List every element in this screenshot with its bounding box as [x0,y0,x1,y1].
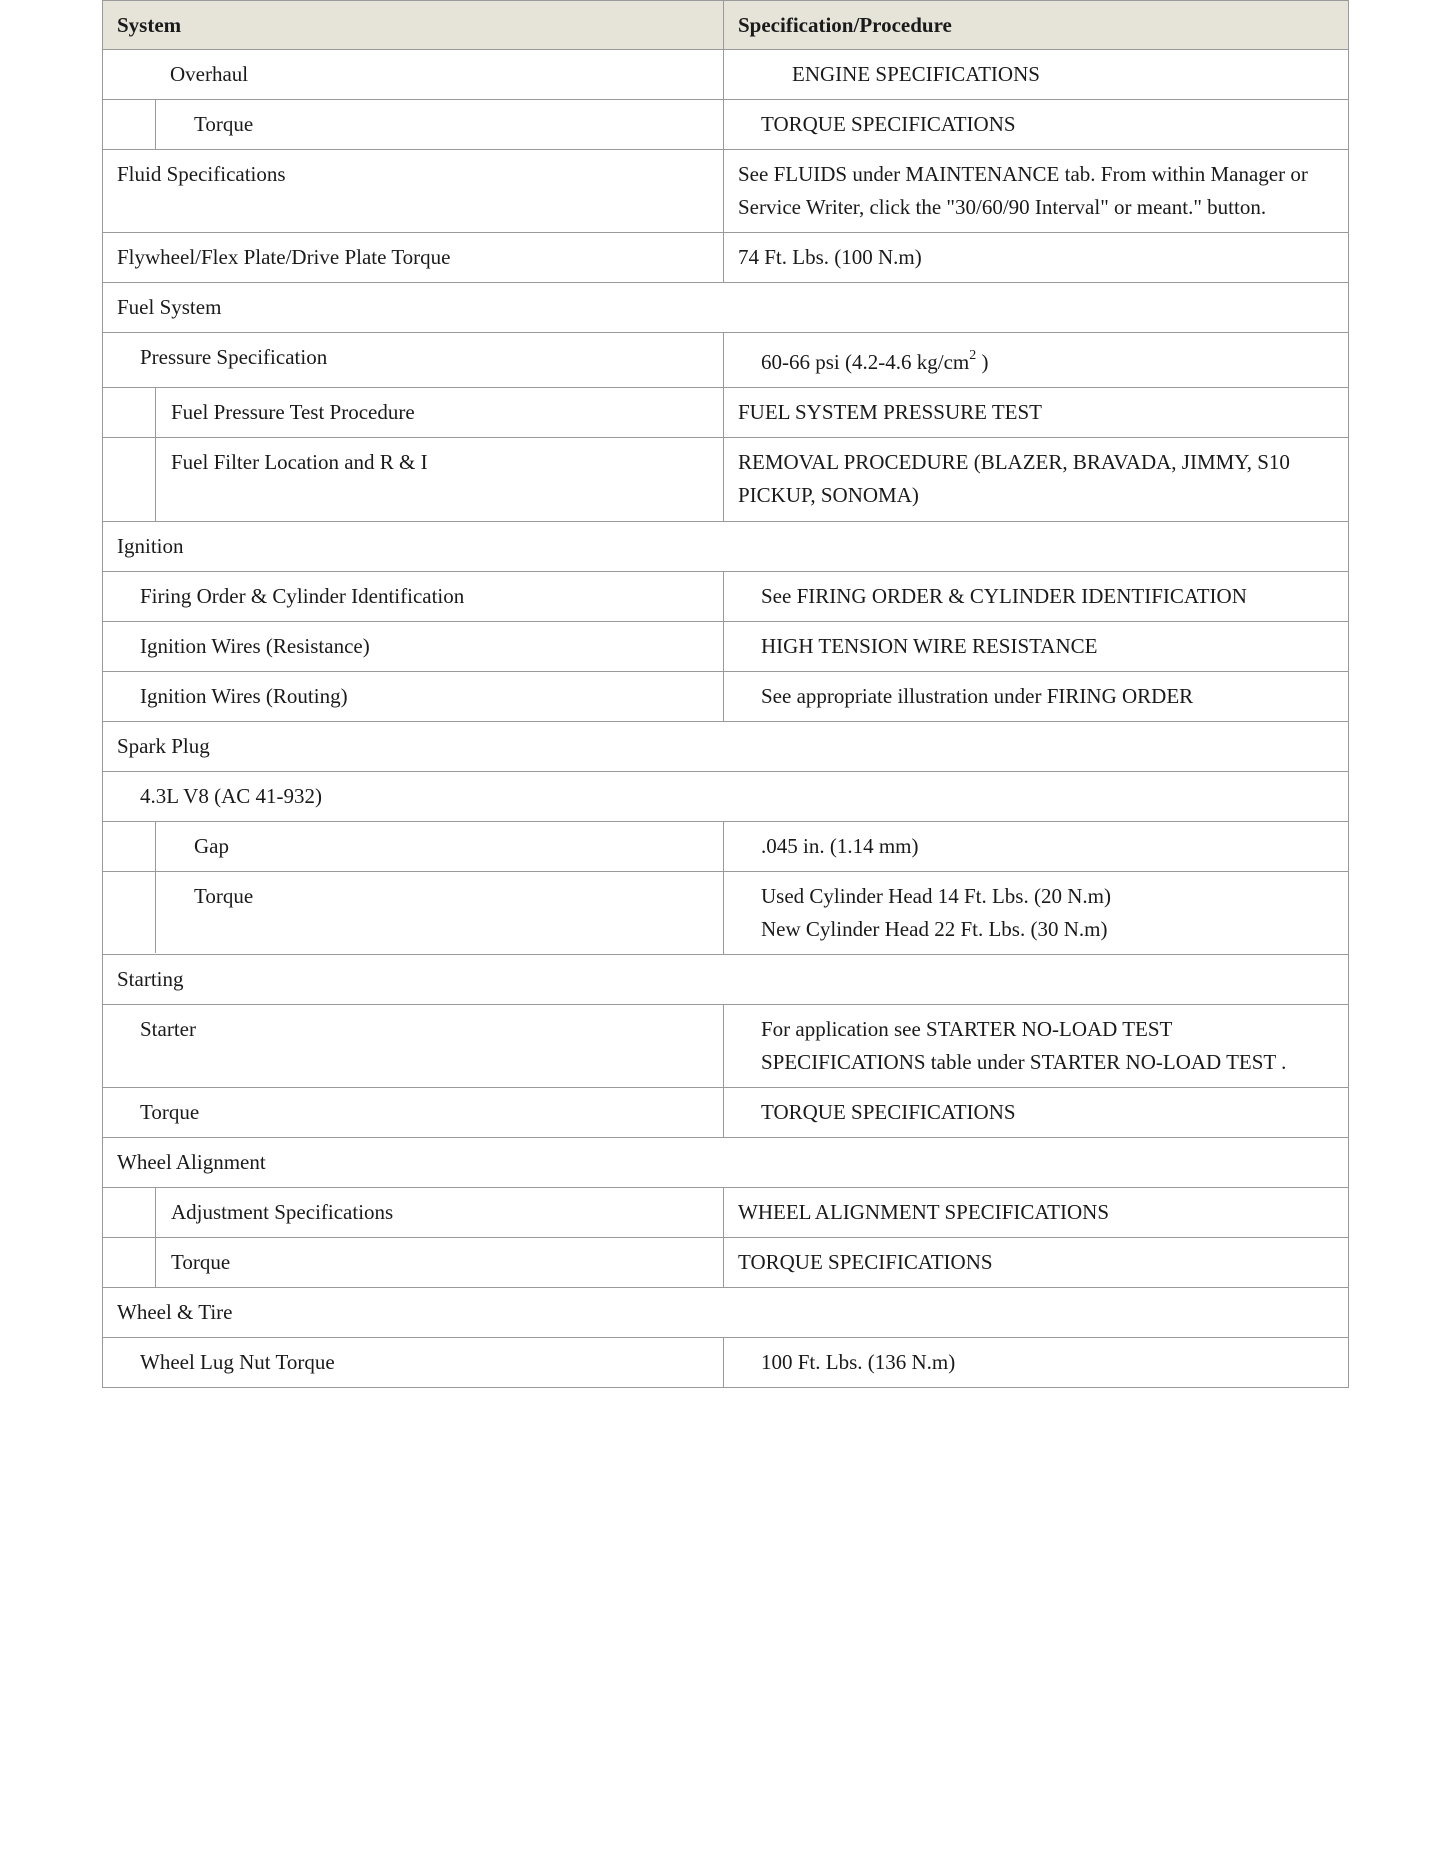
indent-gutter [103,388,156,437]
table-row [103,872,1349,955]
row-label: Torque [140,1100,200,1124]
header-system: System [103,1,724,50]
row-spec-link[interactable]: HIGH TENSION WIRE RESISTANCE [761,634,1098,658]
section-row [103,955,1349,1005]
section-row [103,1138,1349,1188]
row-label: Fuel Filter Location and R & I [171,450,428,474]
row-spec-link[interactable]: ENGINE SPECIFICATIONS [792,62,1040,86]
row-label: Gap [194,834,229,858]
table-row [103,1188,1349,1238]
table-row [103,822,1349,872]
section-label: Wheel & Tire [117,1300,233,1324]
table-row [103,333,1349,388]
torque-used-head: Used Cylinder Head 14 Ft. Lbs. (20 N.m) [761,884,1111,908]
torque-new-head: New Cylinder Head 22 Ft. Lbs. (30 N.m) [761,917,1108,941]
section-row [103,1288,1349,1338]
row-spec-text [724,872,1348,954]
table-row [103,672,1349,722]
row-spec-link[interactable]: See FIRING ORDER & CYLINDER IDENTIFICATION [761,584,1247,608]
indent-gutter [103,872,156,953]
row-label: Fluid Specifications [117,162,286,186]
table-row [103,388,1349,438]
row-spec-text [724,333,1348,387]
table-row [103,438,1349,522]
row-label: Pressure Specification [140,345,328,369]
row-label: Overhaul [170,62,249,86]
row-spec-link[interactable]: TORQUE SPECIFICATIONS [761,1100,1016,1124]
row-label: Torque [194,112,254,136]
pressure-superscript: 2 [969,348,977,363]
row-label: Ignition Wires (Routing) [140,684,348,708]
row-spec-link[interactable]: REMOVAL PROCEDURE (BLAZER, BRAVADA, JIMMY, S10 PICKUP, SONOMA) [738,450,1290,507]
row-label: Fuel Pressure Test Procedure [171,400,415,424]
row-label: Firing Order & Cylinder Identification [140,584,465,608]
table-row [103,1338,1349,1388]
pressure-tail: ) [976,350,989,374]
row-spec-text: See FLUIDS under MAINTENANCE tab. From within Manager or Service Writer, click the "30/60/90 Interval" or meant." button. [738,162,1308,219]
specifications-table [102,0,1349,1388]
table-row [103,233,1349,283]
row-spec-text: 74 Ft. Lbs. (100 N.m) [738,245,922,269]
row-label: Adjustment Specifications [171,1200,394,1224]
row-spec-link[interactable]: For application see STARTER NO-LOAD TEST SPECIFICATIONS table under STARTER NO-LOAD TEST . [761,1017,1287,1074]
table-row [103,622,1349,672]
indent-gutter [103,100,156,149]
row-label: Ignition Wires (Resistance) [140,634,370,658]
section-row [103,522,1349,572]
section-row [103,772,1349,822]
indent-gutter [103,438,156,521]
row-spec-text: 100 Ft. Lbs. (136 N.m) [761,1350,956,1374]
table-row [103,572,1349,622]
indent-gutter [103,1238,156,1287]
header-specification-procedure: Specification/Procedure [724,1,1349,50]
row-spec-link[interactable]: TORQUE SPECIFICATIONS [761,112,1016,136]
row-spec-link[interactable]: FUEL SYSTEM PRESSURE TEST [738,400,1042,424]
section-row [103,722,1349,772]
table-row [103,1088,1349,1138]
row-label: Torque [171,1250,231,1274]
table-row [103,100,1349,150]
section-label: Ignition [117,534,184,558]
section-label: Starting [117,967,184,991]
table-header-row [103,1,1349,50]
row-spec-text: .045 in. (1.14 mm) [761,834,919,858]
subsection-label: 4.3L V8 (AC 41-932) [140,784,322,808]
table-row [103,1238,1349,1288]
table-row [103,150,1349,233]
row-spec-link[interactable]: WHEEL ALIGNMENT SPECIFICATIONS [738,1200,1109,1224]
indent-gutter [103,1188,156,1237]
row-label: Flywheel/Flex Plate/Drive Plate Torque [117,245,451,269]
row-label: Torque [194,884,254,908]
section-label: Fuel System [117,295,222,319]
row-spec-link[interactable]: TORQUE SPECIFICATIONS [738,1250,993,1274]
section-label: Wheel Alignment [117,1150,266,1174]
row-spec-link[interactable]: See appropriate illustration under FIRING ORDER [761,684,1194,708]
indent-gutter [103,822,156,871]
row-label: Starter [140,1017,196,1041]
section-label: Spark Plug [117,734,210,758]
pressure-value: 60-66 psi (4.2-4.6 kg/cm [761,350,970,374]
row-label: Wheel Lug Nut Torque [140,1350,335,1374]
table-row [103,1005,1349,1088]
table-row [103,50,1349,100]
section-row [103,283,1349,333]
